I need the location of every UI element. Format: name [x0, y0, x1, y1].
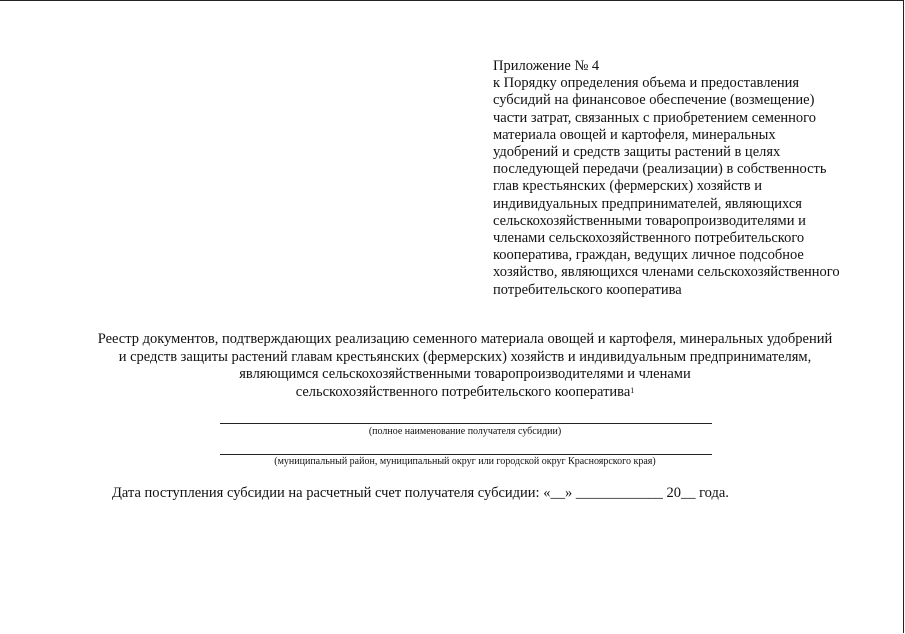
document-title	[40, 331, 890, 401]
recipient-name-field[interactable]	[220, 423, 712, 424]
title-line-text: сельскохозяйственного потребительского кооператива	[295, 383, 631, 400]
footnote-mark: 1	[630, 385, 635, 395]
appendix-line: к Порядку определения объема и предоставления	[493, 75, 800, 92]
appendix-line: кооператива, граждан, ведущих личное подсобное	[493, 247, 804, 264]
title-line: Реестр документов, подтверждающих реализацию семенного материала овощей и картофеля, минеральных удобрений	[97, 331, 833, 347]
appendix-line: членами сельскохозяйственного потребительского	[493, 230, 805, 247]
appendix-line: сельскохозяйственными товаропроизводителями и	[493, 212, 806, 229]
title-line-last	[40, 384, 890, 402]
subsidy-date-line: Дата поступления субсидии на расчетный счет получателя субсидии: «__» ____________ 20__ года.	[112, 485, 729, 501]
appendix-line: последующей передачи (реализации) в собственность	[493, 161, 827, 178]
district-field[interactable]	[220, 454, 712, 455]
appendix-line: удобрений и средств защиты растений в целях	[493, 144, 781, 161]
district-caption: (муниципальный район, муниципальный округ или городской округ Красноярского края)	[274, 456, 656, 467]
appendix-line: глав крестьянских (фермерских) хозяйств и	[493, 178, 762, 195]
appendix-line: Приложение № 4	[493, 58, 600, 74]
title-line: и средств защиты растений главам крестьянских (фермерских) хозяйств и индивидуальным предпринимателям,	[118, 348, 812, 365]
appendix-header	[493, 58, 873, 299]
recipient-name-caption: (полное наименование получателя субсидии)	[368, 426, 562, 437]
appendix-line: индивидуальных предпринимателей, являющихся	[493, 195, 802, 212]
title-line: являющимся сельскохозяйственными товаропроизводителями и членами	[239, 366, 691, 382]
appendix-line: части затрат, связанных с приобретением семенного	[493, 109, 816, 126]
appendix-line: субсидий на финансовое обеспечение (возмещение)	[493, 92, 815, 109]
appendix-line: материала овощей и картофеля, минеральных	[493, 126, 776, 143]
appendix-line: хозяйство, являющихся членами сельскохозяйственного	[493, 264, 840, 281]
appendix-line: потребительского кооператива	[493, 281, 682, 298]
